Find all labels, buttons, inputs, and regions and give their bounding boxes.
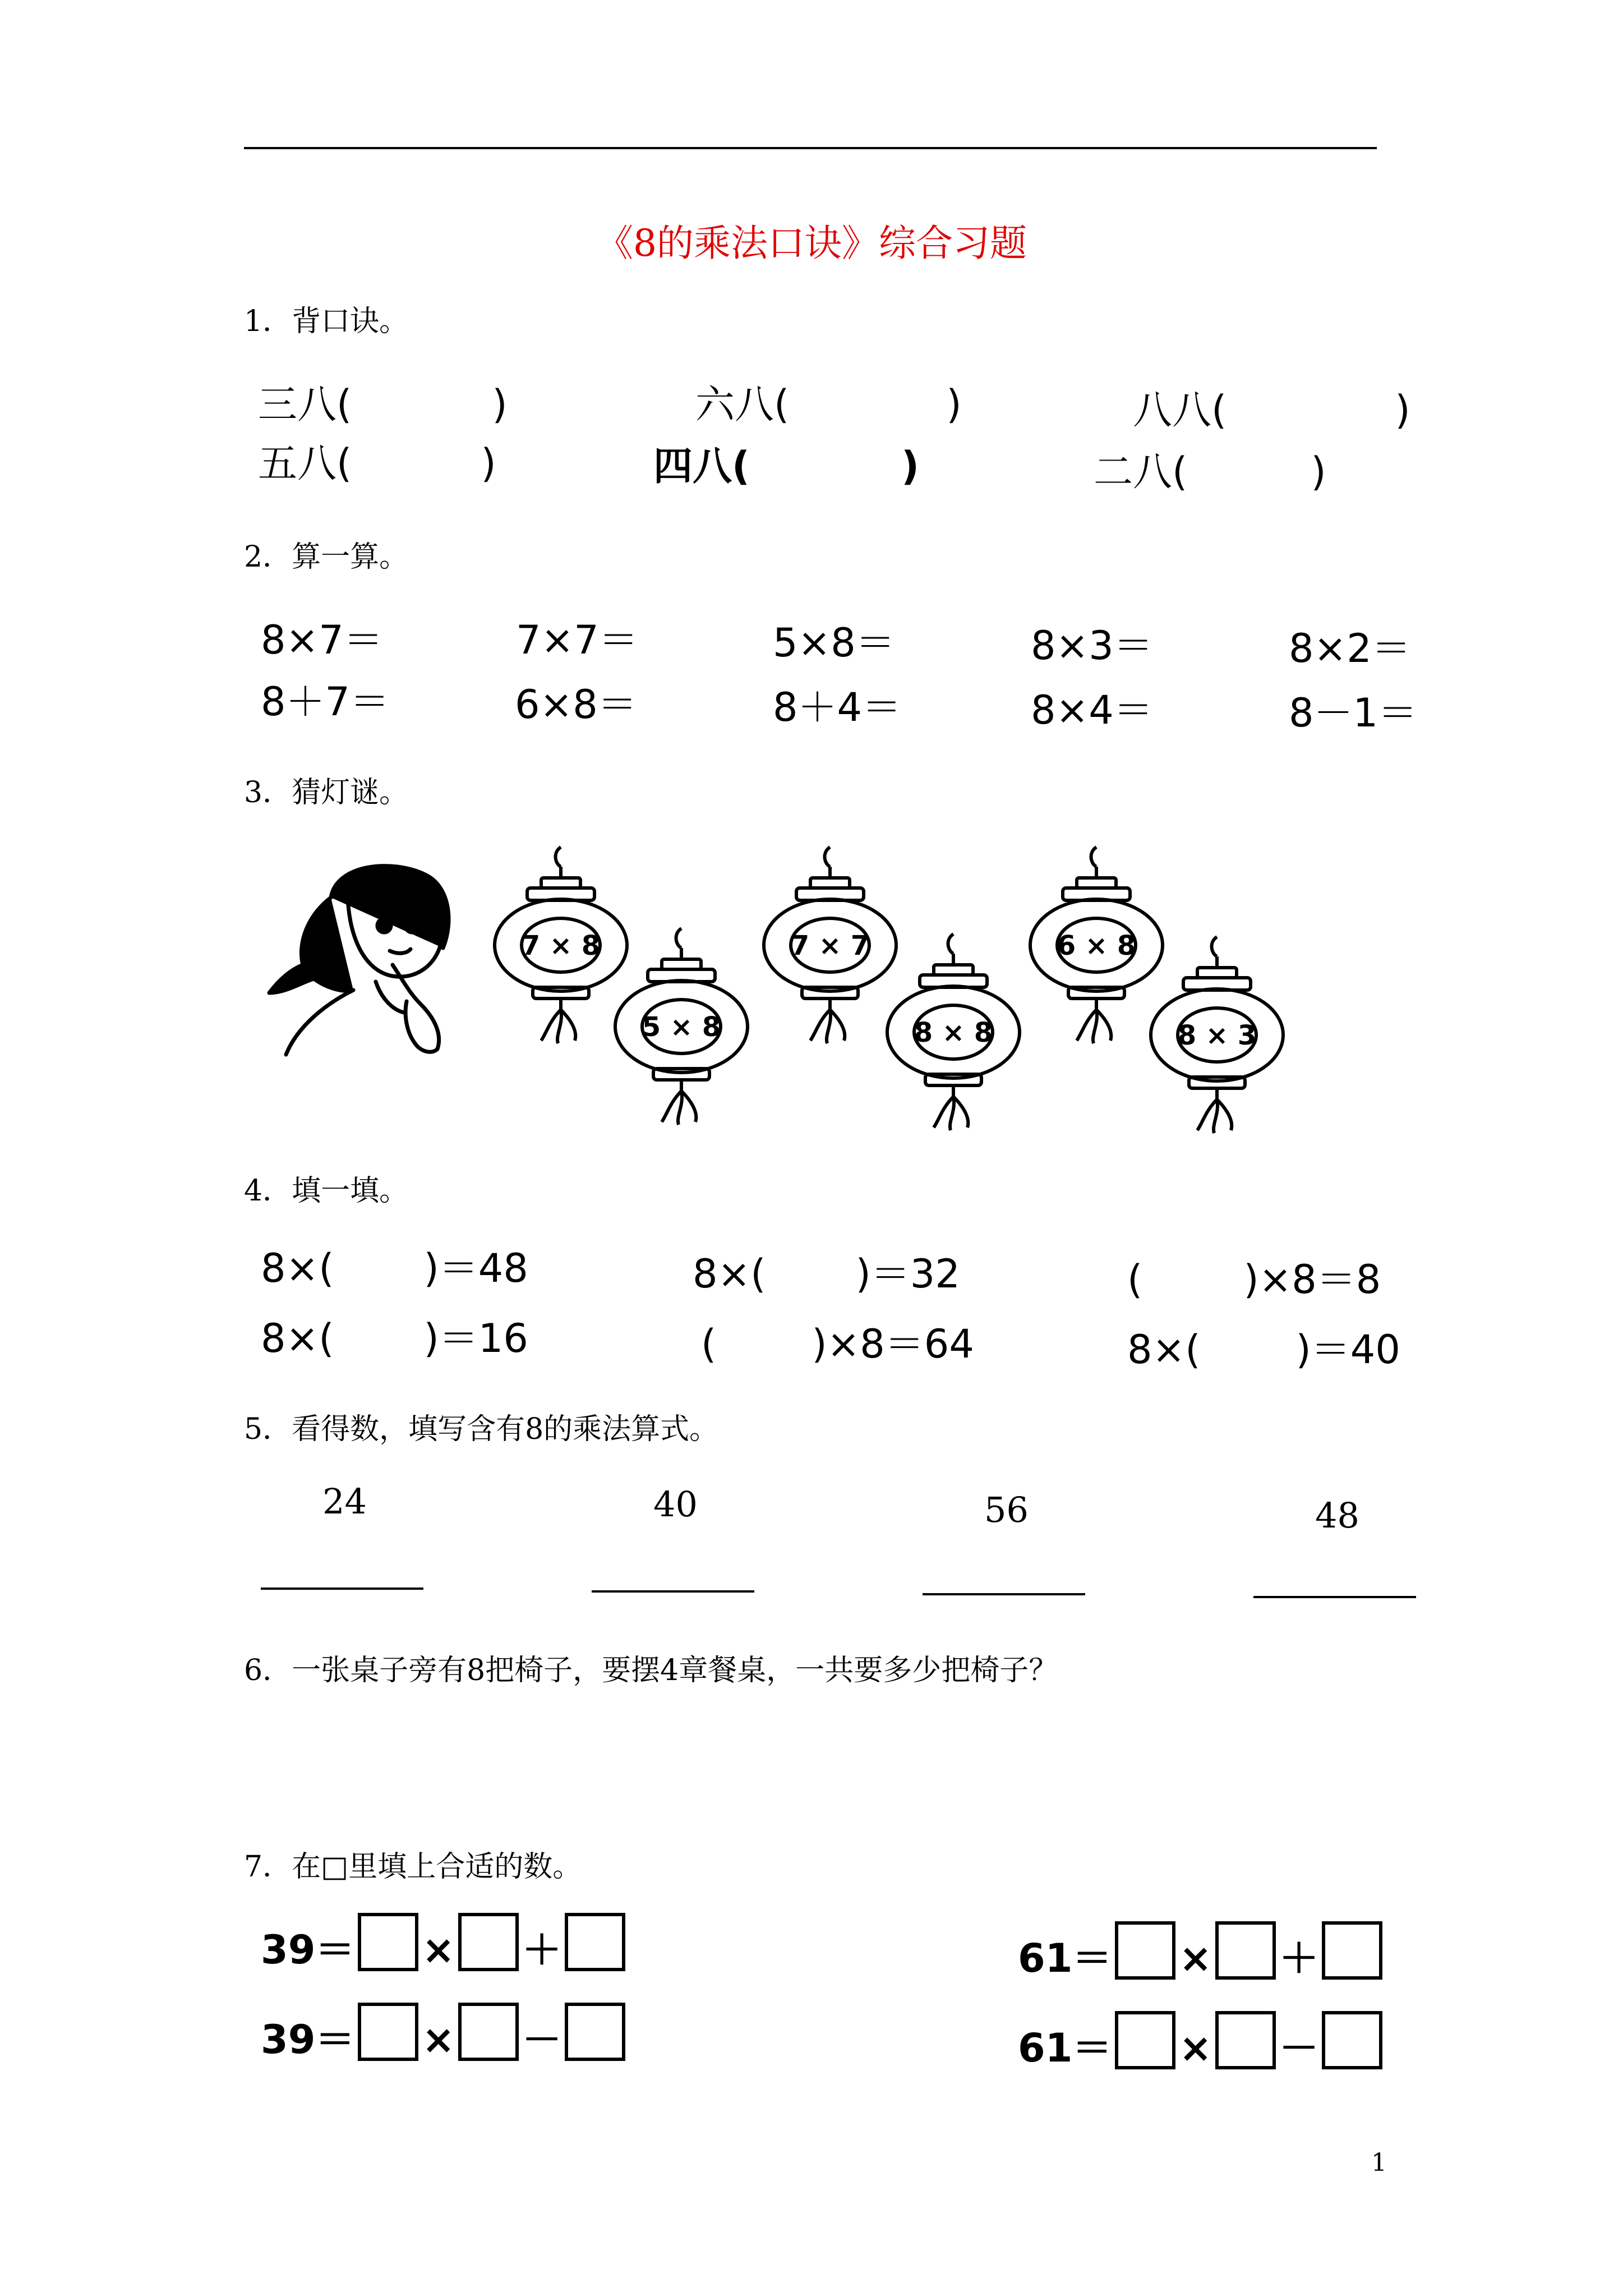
lantern bbox=[495, 847, 627, 1043]
q4-item: ( )×8＝8 bbox=[1127, 1257, 1381, 1303]
q1-item: 四八( ) bbox=[653, 443, 919, 489]
lantern-group bbox=[437, 825, 1301, 1139]
answer-box[interactable] bbox=[1322, 1921, 1382, 1980]
q1-item: 八八( ) bbox=[1133, 387, 1410, 433]
q4-item: ( )×8＝64 bbox=[701, 1321, 974, 1367]
q1-item: 二八( ) bbox=[1094, 449, 1326, 495]
answer-box[interactable] bbox=[458, 2003, 519, 2061]
lantern-label: 8 × 8 bbox=[914, 1017, 993, 1048]
lantern bbox=[764, 847, 896, 1043]
q1-item: 六八( ) bbox=[695, 381, 962, 427]
answer-box[interactable] bbox=[565, 1913, 625, 1971]
q7-heading: 7．在□里填上合适的数。 bbox=[244, 1850, 582, 1884]
answer-blank[interactable] bbox=[592, 1590, 754, 1593]
q7-equation: 39＝ × － bbox=[261, 2003, 629, 2065]
q2-item: 5×8＝ bbox=[773, 620, 895, 666]
q2-item: 6×8＝ bbox=[515, 682, 637, 728]
q2-item: 8×3＝ bbox=[1031, 623, 1153, 669]
answer-blank[interactable] bbox=[1253, 1596, 1416, 1598]
page-number: 1 bbox=[1371, 2148, 1387, 2177]
q1-heading: 1．背口诀。 bbox=[244, 305, 409, 338]
answer-box[interactable] bbox=[1215, 2011, 1276, 2069]
q2-item: 8×7＝ bbox=[261, 617, 383, 663]
answer-blank[interactable] bbox=[261, 1588, 423, 1590]
answer-box[interactable] bbox=[1322, 2011, 1382, 2069]
q2-item: 7×7＝ bbox=[516, 617, 638, 663]
q5-number: 56 bbox=[984, 1489, 1029, 1530]
q2-item: 8×2＝ bbox=[1289, 625, 1411, 671]
q2-heading: 2．算一算。 bbox=[244, 540, 409, 574]
q4-item: 8×( )＝40 bbox=[1127, 1327, 1400, 1373]
q2-item: 8＋7＝ bbox=[261, 679, 390, 725]
answer-box[interactable] bbox=[1215, 1921, 1276, 1980]
q7-equation: 39＝ × ＋ bbox=[261, 1913, 629, 1975]
header-rule bbox=[244, 147, 1377, 149]
lantern bbox=[615, 928, 748, 1125]
q1-item: 五八( ) bbox=[258, 440, 496, 486]
q5-number: 24 bbox=[322, 1481, 367, 1522]
q4-item: 8×( )＝16 bbox=[261, 1315, 528, 1361]
q2-item: 8－1＝ bbox=[1289, 690, 1418, 736]
lantern-label: 7 × 8 bbox=[521, 930, 601, 961]
girl-illustration bbox=[264, 853, 460, 1060]
q7-equation: 61＝ × ＋ bbox=[1018, 1921, 1386, 1984]
answer-box[interactable] bbox=[1115, 2011, 1175, 2069]
q4-item: 8×( )＝48 bbox=[261, 1245, 528, 1291]
q6-heading: 6．一张桌子旁有8把椅子，要摆4章餐桌，一共要多少把椅子？ bbox=[244, 1654, 1058, 1687]
lantern bbox=[1030, 847, 1163, 1043]
q5-number: 48 bbox=[1315, 1495, 1359, 1536]
answer-box[interactable] bbox=[458, 1913, 519, 1971]
q1-item: 三八( ) bbox=[258, 381, 508, 427]
lantern bbox=[887, 934, 1020, 1130]
answer-box[interactable] bbox=[565, 2003, 625, 2061]
q3-heading: 3．猜灯谜。 bbox=[244, 776, 409, 809]
q2-item: 8＋4＝ bbox=[773, 684, 902, 730]
lantern bbox=[1151, 937, 1283, 1133]
lantern-label: 5 × 8 bbox=[642, 1011, 721, 1043]
q4-heading: 4．填一填。 bbox=[244, 1174, 409, 1208]
q2-item: 8×4＝ bbox=[1031, 687, 1153, 733]
lantern-label: 8 × 3 bbox=[1177, 1020, 1257, 1051]
q5-number: 40 bbox=[653, 1484, 698, 1525]
answer-box[interactable] bbox=[1115, 1921, 1175, 1980]
answer-blank[interactable] bbox=[923, 1593, 1085, 1595]
q5-heading: 5．看得数，填写含有8的乘法算式。 bbox=[244, 1412, 719, 1446]
page-title: 《8的乘法口诀》综合习题 bbox=[596, 222, 1027, 265]
lantern-label: 6 × 8 bbox=[1057, 930, 1136, 961]
q4-item: 8×( )＝32 bbox=[693, 1251, 960, 1297]
answer-box[interactable] bbox=[358, 2003, 418, 2061]
q7-equation: 61＝ × － bbox=[1018, 2011, 1386, 2073]
lantern-label: 7 × 7 bbox=[790, 930, 870, 961]
answer-box[interactable] bbox=[358, 1913, 418, 1971]
